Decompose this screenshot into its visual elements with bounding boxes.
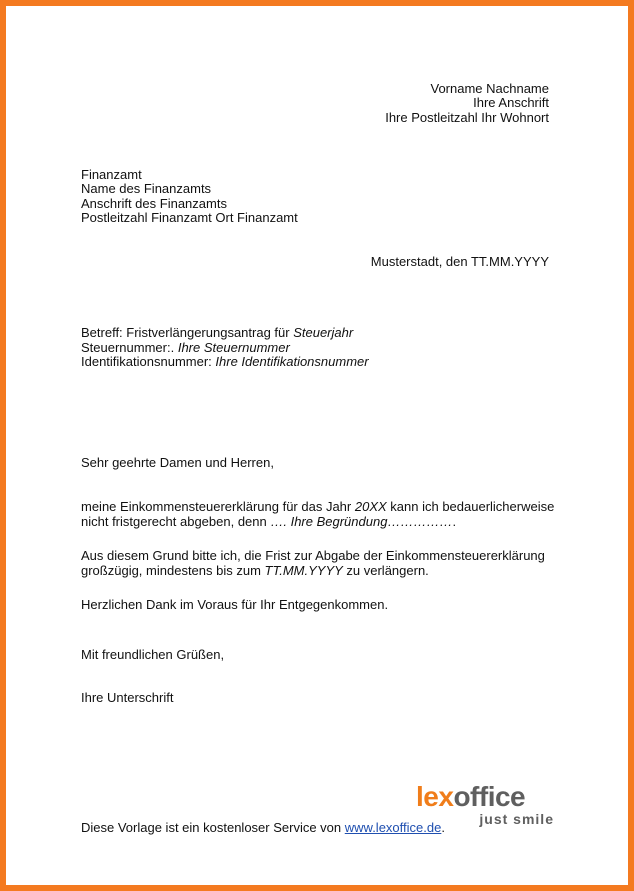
footer-label: Diese Vorlage ist ein kostenloser Service von xyxy=(81,820,345,835)
subject-placeholder: Steuerjahr xyxy=(293,325,354,340)
tax-number-label: Steuernummer:. xyxy=(81,340,178,355)
sender-city: Ihre Postleitzahl Ihr Wohnort xyxy=(385,110,549,125)
footer-link[interactable]: www.lexoffice.de xyxy=(344,820,442,835)
id-number-label: Identifikationsnummer: xyxy=(81,354,216,369)
year-placeholder: 20XX xyxy=(354,499,387,514)
id-number-placeholder: Ihre Identifikationsnummer xyxy=(215,354,369,369)
body-text: zu verlängern. xyxy=(342,563,429,578)
closing: Mit freundlichen Grüßen, xyxy=(81,647,225,662)
body-text: kann ich bedauerlicherweise xyxy=(386,499,555,514)
tax-number-placeholder: Ihre Steuernummer xyxy=(177,340,290,355)
date-line: Musterstadt, den TT.MM.YYYY xyxy=(370,254,549,269)
date-placeholder: TT.MM.YYYY xyxy=(264,563,343,578)
recipient-line: Finanzamt xyxy=(81,167,142,182)
salutation: Sehr geehrte Damen und Herren, xyxy=(81,455,274,470)
footer-end: . xyxy=(441,820,445,835)
reason-placeholder: …. Ihre Begründung…………… xyxy=(270,514,453,529)
body-paragraph-1 xyxy=(81,499,554,514)
logo-lex: lex xyxy=(416,781,454,812)
recipient-line: Name des Finanzamts xyxy=(81,181,212,196)
logo-wordmark xyxy=(416,782,556,812)
body-paragraph-2: Aus diesem Grund bitte ich, die Frist zur Abgabe der Einkommensteuererklärung xyxy=(81,548,545,563)
subject-line xyxy=(81,325,353,340)
recipient-line: Postleitzahl Finanzamt Ort Finanzamt xyxy=(81,210,298,225)
body-paragraph-1-line-2 xyxy=(81,514,456,529)
body-text: nicht fristgerecht abgeben, denn xyxy=(81,514,271,529)
body-paragraph-2-line-2 xyxy=(81,563,429,578)
logo-office: office xyxy=(453,781,526,812)
sender-street: Ihre Anschrift xyxy=(473,95,549,110)
signature: Ihre Unterschrift xyxy=(81,690,174,705)
id-number-line xyxy=(81,354,369,369)
body-paragraph-3: Herzlichen Dank im Voraus für Ihr Entgegenkommen. xyxy=(81,597,389,612)
body-text: . xyxy=(452,514,457,529)
recipient-line: Anschrift des Finanzamts xyxy=(81,196,227,211)
footer-text xyxy=(81,820,445,835)
body-text: meine Einkommensteuererklärung für das Jahr xyxy=(81,499,355,514)
sender-name: Vorname Nachname xyxy=(430,81,549,96)
subject-label: Betreff: Fristverlängerungsantrag für xyxy=(81,325,294,340)
letter-page xyxy=(6,6,628,885)
logo-tagline: just smile xyxy=(479,811,554,827)
body-text: großzügig, mindestens bis zum xyxy=(81,563,265,578)
tax-number-line xyxy=(81,340,290,355)
